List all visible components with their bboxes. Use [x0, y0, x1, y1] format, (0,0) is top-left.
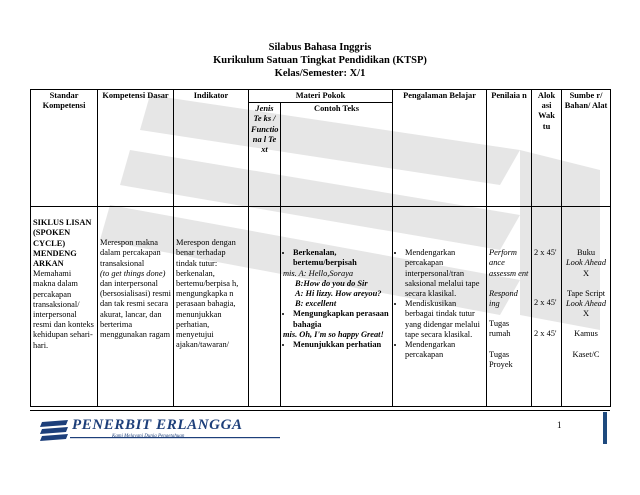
sumber-2: Tape Script	[566, 288, 606, 298]
sumber-4: Kaset/C	[572, 349, 600, 359]
sumber-2-x: X	[582, 309, 590, 319]
contoh1-line-d: B: excellent	[295, 299, 337, 309]
doc-class-semester: Kelas/Semester: X/1	[274, 68, 366, 79]
alokasi-2: 2 x 45'	[534, 298, 557, 308]
pengalaman-item-3: • Mendengarkan percakapan	[405, 340, 484, 360]
contoh-item-1: • Berkenalan, bertemu/berpisah	[293, 248, 390, 268]
contoh-item-2: • Mengungkapkan perasaan bahagia	[293, 309, 390, 329]
header-kompetensi: Kompetensi Dasar	[98, 90, 174, 207]
header-penilaian: Penilaia n	[487, 90, 532, 207]
contoh1-line-b: B:How do you do Sir	[295, 278, 368, 288]
publisher-tagline: Kami Melayani Dunia Pengetahuan	[112, 434, 185, 439]
cell-standar	[31, 207, 98, 407]
header-alokasi: Alok asi Wak tu	[532, 90, 562, 207]
kompetensi-text-b: dan interpersonal (bersosialisasi) resmi dan tak resmi secara akurat, lancar, dan berterima menggunakan ragam	[100, 279, 171, 340]
sumber-1-x: X	[582, 268, 590, 278]
kompetensi-text-a: Merespon makna dalam percakapan transaksional	[100, 238, 161, 268]
header-contoh: Contoh Teks	[281, 103, 393, 207]
cell-kompetensi	[98, 207, 174, 407]
header-materi: Materi Pokok	[249, 90, 393, 103]
header-indikator: Indikator	[174, 90, 249, 207]
contoh-item-3: • Menunjukkan perhatian	[293, 340, 390, 350]
sumber-1: Buku	[576, 248, 596, 258]
standar-text: Memahami makna dalam percakapan transaksional/ interpersonal resmi dan konteks kehidupan sehari-hari.	[33, 269, 94, 350]
pengalaman-item-2: • Mendiskusikan berbagai tindak tutur yang didengar melalui tape secara klasikal.	[405, 299, 484, 340]
pengalaman-item-1: • Mendengarkan percakapan interpersonal/tran saksional melalui tape secara klasikal.	[405, 248, 484, 299]
contoh1-line-c: A: Hi lizzy. How areyou?	[295, 289, 382, 299]
page-number: 1	[557, 420, 562, 430]
cell-alokasi	[532, 207, 562, 407]
publisher-name: PENERBIT ERLANGGA	[72, 417, 243, 433]
contoh1-line-a: mis. A: Hello,Soraya	[283, 268, 354, 278]
cell-penilaian	[487, 207, 532, 407]
accent-bar	[603, 412, 607, 444]
cell-sumber	[562, 207, 611, 407]
penilaian-2: Respond ing	[489, 288, 518, 309]
cell-jenis	[249, 207, 281, 407]
standar-heading: SIKLUS LISAN (SPOKEN CYCLE) MENDENG ARKAN	[33, 218, 92, 269]
header-sumber: Sumbe r/ Bahan/ Alat	[562, 90, 611, 207]
cell-contoh	[281, 207, 393, 407]
alokasi-1: 2 x 45'	[534, 248, 557, 258]
penilaian-4: Tugas Proyek	[489, 349, 513, 369]
sumber-1-title: Look Ahead	[565, 258, 607, 268]
header-standar: Standar Kompetensi	[31, 90, 98, 207]
kompetensi-italic: (to get things done)	[100, 268, 166, 278]
syllabus-table	[30, 89, 611, 407]
sumber-2-title: Look Ahead	[565, 299, 607, 309]
sumber-3: Kamus	[574, 329, 598, 339]
header-pengalaman: Pengalaman Belajar	[393, 90, 487, 207]
indikator-text: Merespon dengan benar terhadap tindak tutur: berkenalan, bertemu/berpisa h, mengungkapka n perasaan bahagia, menunjukkan perhatian, menyetujui ajakan/tawaran/	[176, 238, 239, 350]
alokasi-3: 2 x 45'	[534, 328, 557, 338]
cell-pengalaman	[393, 207, 487, 407]
penilaian-1: Perform ance assessm ent	[489, 248, 529, 278]
doc-subtitle: Kurikulum Satuan Tingkat Pendidikan (KTSP)	[213, 55, 427, 66]
header-jenis: Jenis Te ks / Functio na l Te xt	[249, 103, 281, 207]
footer-rule	[30, 410, 610, 411]
doc-title: Silabus Bahasa Inggris	[268, 42, 372, 53]
penilaian-3: Tugas rumah	[489, 319, 511, 339]
contoh2-line-a: mis. Oh, I'm so happy Great!	[283, 329, 384, 339]
cell-indikator	[174, 207, 249, 407]
